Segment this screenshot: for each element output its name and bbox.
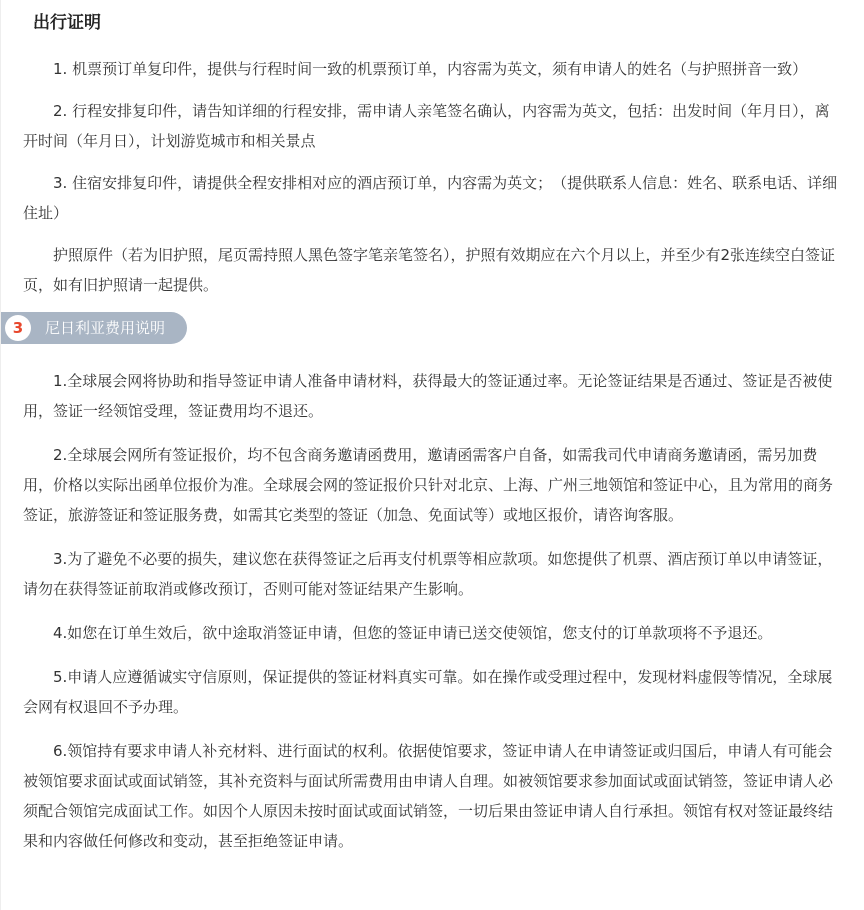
fee-note: 6.领馆持有要求申请人补充材料、进行面试的权利。依据使馆要求，签证申请人在申请签证或归国后，申请人有可能会被领馆要求面试或面试销签，其补充资料与面试所需费用由申请人自理。如被领馆要求参加面试或面试销签，签证申请人必须配合领馆完成面试工作。如因个人原因未按时面试或面试销签，一切后果由签证申请人自行承担。领馆有权对签证最终结果和内容做任何修改和变动，甚至拒绝签证申请。 <box>23 742 834 850</box>
fee-section-title: 尼日利亚费用说明 <box>45 319 166 337</box>
fee-notes-list <box>23 366 842 856</box>
travel-proof-item: 1. 机票预订单复印件，提供与行程时间一致的机票预订单，内容需为英文，须有申请人的姓名（与护照拼音一致） <box>53 60 808 78</box>
section-number-badge: 3 <box>5 315 31 341</box>
passport-requirement: 护照原件（若为旧护照，尾页需持照人黑色签字笔亲笔签名），护照有效期应在六个月以上，并至少有2张连续空白签证页，如有旧护照请一起提供。 <box>23 246 836 294</box>
fee-note: 4.如您在订单生效后，欲中途取消签证申请，但您的签证申请已送交使领馆，您支付的订单款项将不予退还。 <box>53 624 773 642</box>
travel-proof-heading: 出行证明 <box>33 13 101 33</box>
visa-info-page <box>1 0 864 856</box>
fee-section-header <box>1 312 842 344</box>
travel-proof-item: 3. 住宿安排复印件，请提供全程安排相对应的酒店预订单，内容需为英文； （提供联系人信息：姓名、联系电话、详细住址） <box>23 174 838 222</box>
fee-note: 3.为了避免不必要的损失，建议您在获得签证之后再支付机票等相应款项。如您提供了机票、酒店预订单以申请签证，请勿在获得签证前取消或修改预订，否则可能对签证结果产生影响。 <box>23 550 833 598</box>
travel-proof-item: 2. 行程安排复印件，请告知详细的行程安排，需申请人亲笔签名确认，内容需为英文，包括：出发时间（年月日），离开时间（年月日），计划游览城市和相关景点 <box>23 102 830 150</box>
fee-note: 1.全球展会网将协助和指导签证申请人准备申请材料，获得最大的签证通过率。无论签证结果是否通过、签证是否被使用，签证一经领馆受理，签证费用均不退还。 <box>23 372 833 420</box>
fee-note: 2.全球展会网所有签证报价，均不包含商务邀请函费用，邀请函需客户自备，如需我司代申请商务邀请函，需另加费用，价格以实际出函单位报价为准。全球展会网的签证报价只针对北京、上海、广州三地领馆和签证中心，且为常用的商务签证，旅游签证和签证服务费，如需其它类型的签证（加急、免面试等）或地区报价，请咨询客服。 <box>23 446 834 524</box>
travel-proof-list <box>23 54 842 300</box>
fee-note: 5.申请人应遵循诚实守信原则，保证提供的签证材料真实可靠。如在操作或受理过程中，发现材料虚假等情况，全球展会网有权退回不予办理。 <box>23 668 833 716</box>
section-pill <box>1 312 187 344</box>
